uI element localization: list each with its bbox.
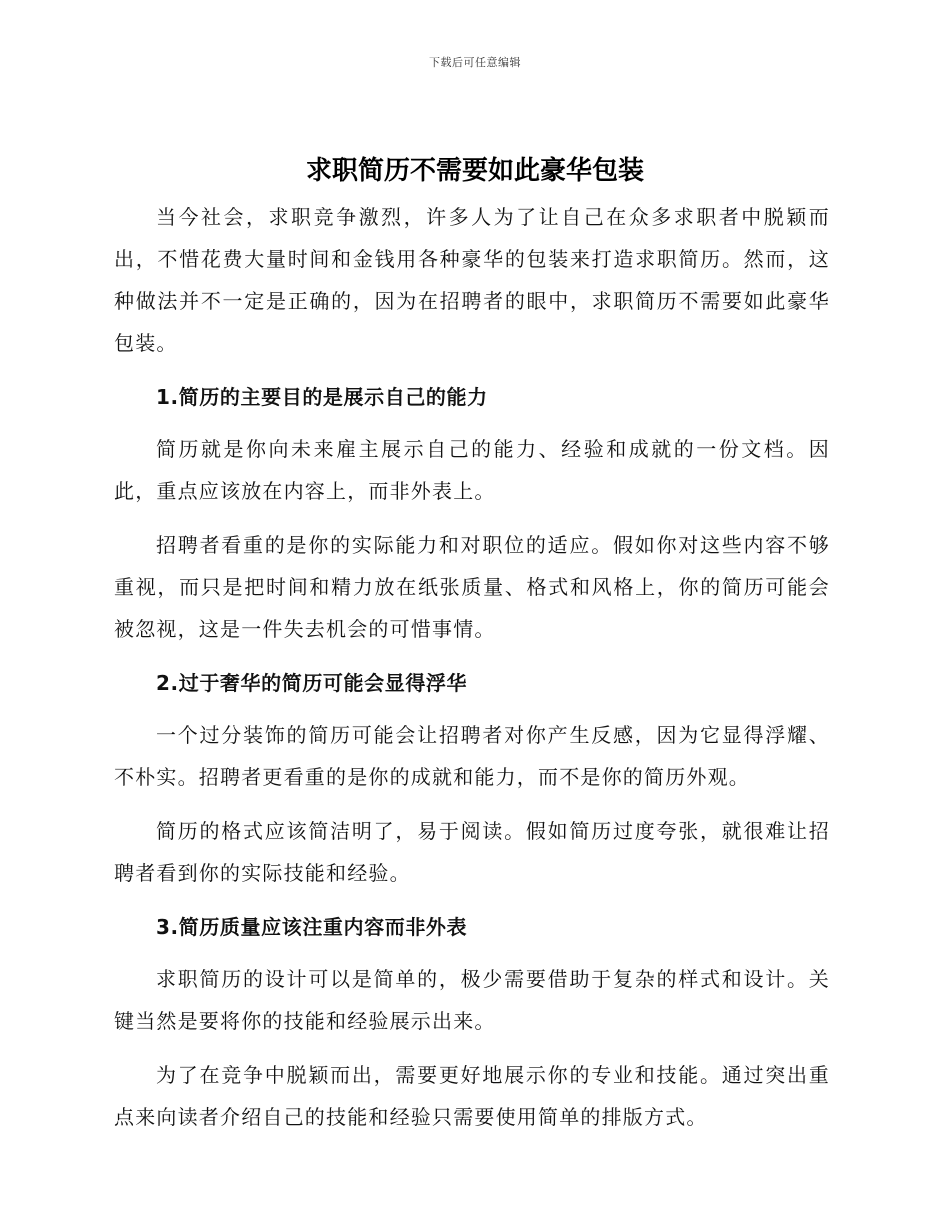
page-header-note: 下载后可任意编辑 — [429, 56, 521, 69]
intro-paragraph: 当今社会，求职竞争激烈，许多人为了让自己在众多求职者中脱颖而出，不惜花费大量时间和金钱用各种豪华的包装来打造求职简历。然而，这种做法并不一定是正确的，因为在招聘者的眼中，求职简历不需要如此豪华包装。 — [114, 205, 830, 355]
section-2-heading: 2.过于奢华的简历可能会显得浮华 — [156, 671, 468, 695]
section-3-paragraph-2: 为了在竞争中脱颖而出，需要更好地展示你的专业和技能。通过突出重点来向读者介绍自己的技能和经验只需要使用简单的排版方式。 — [114, 1063, 830, 1129]
section-1-heading: 1.简历的主要目的是展示自己的能力 — [156, 385, 488, 409]
document-title: 求职简历不需要如此豪华包装 — [305, 156, 644, 186]
document-body — [114, 196, 830, 1150]
section-2-paragraph-1: 一个过分装饰的简历可能会让招聘者对你产生反感，因为它显得浮耀、不朴实。招聘者更看重的是你的成就和能力，而不是你的简历外观。 — [114, 723, 830, 789]
section-3-heading: 3.简历质量应该注重内容而非外表 — [156, 915, 468, 939]
section-1-paragraph-2: 招聘者看重的是你的实际能力和对职位的适应。假如你对这些内容不够重视，而只是把时间和精力放在纸张质量、格式和风格上，你的简历可能会被忽视，这是一件失去机会的可惜事情。 — [114, 533, 830, 641]
section-1-paragraph-1: 简历就是你向未来雇主展示自己的能力、经验和成就的一份文档。因此，重点应该放在内容上，而非外表上。 — [114, 437, 830, 503]
section-2-paragraph-2: 简历的格式应该简洁明了，易于阅读。假如简历过度夸张，就很难让招聘者看到你的实际技能和经验。 — [114, 819, 830, 885]
section-3-paragraph-1: 求职简历的设计可以是简单的，极少需要借助于复杂的样式和设计。关键当然是要将你的技能和经验展示出来。 — [114, 967, 830, 1033]
